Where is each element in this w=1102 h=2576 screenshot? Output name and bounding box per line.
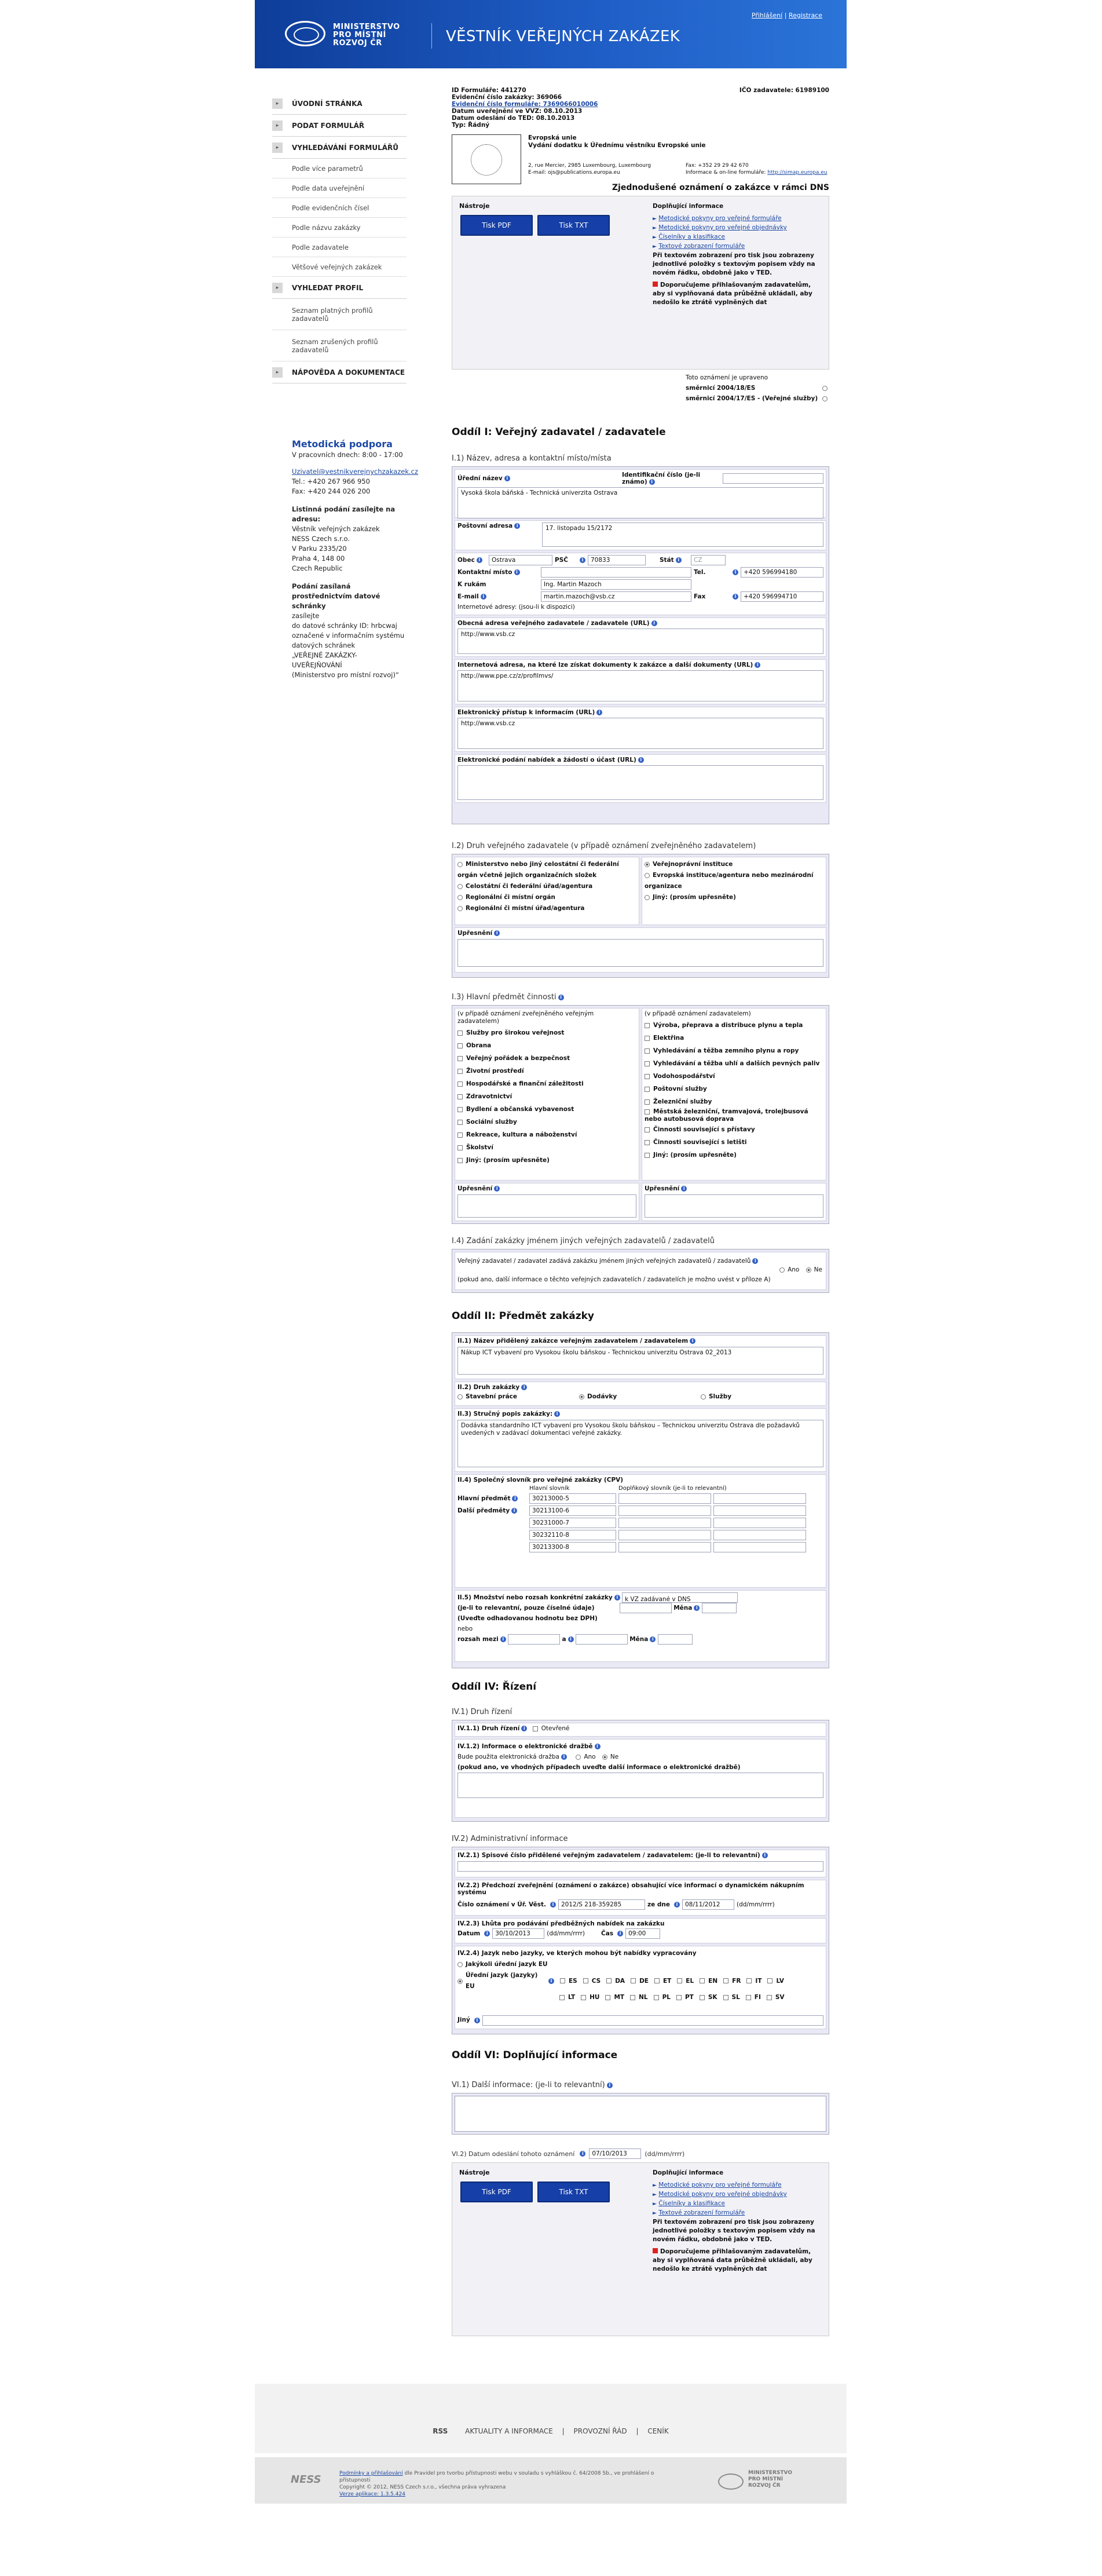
cpv-add-input[interactable] (618, 1493, 711, 1504)
directive-radio-18[interactable] (822, 386, 828, 391)
other-language-input[interactable] (482, 2015, 823, 2026)
form-title: Zjednodušené oznámení o zakázce v rámci DNS (612, 183, 829, 192)
range-to-input[interactable] (576, 1634, 628, 1645)
procedure-panel: IV.1.1) Druh řízení i Otevřené IV.1.2) Informace o elektronické dražbě i Bude použita elektronická dražba i Ano Ne (pokud ano, ve vhodných případech uveďte další informace o elektronické dražbě) (452, 1720, 829, 1822)
methodology-orders-link[interactable]: Metodické pokyny pro veřejné objednávky (658, 224, 787, 231)
cpv-add-input[interactable] (713, 1542, 806, 1552)
admin-panel: IV.2.1) Spisové číslo přidělené veřejným zadavatelem / zadavatelem: (je-li to relevantní) i IV.2.2) Předchozí zveřejnění (oznámení o zakázce) obsahující více informací o dynamickém nákupním systému Číslo oznámení v Úř. Věst. i 2012/S 218-359285 ze dne i 08/11/2012 (dd/mm/rrrr) IV.2.3) Lhůta pro podávání předběžných nabídek na zakázku Datum i 30/10/2013 (dd/mm/rrrr) Čas i 09:00 IV.2.4) Jazyk nebo jazyky, ve kterých mohou být nabídky vypracovány Jakýkoli úřední jazyk EU Úřední jazyk (jazyky) EU i ES CS DA DE ET EL EN FR IT LV LT HU MT NL PL PT SK SL FI SV Jiný i (452, 1847, 829, 2034)
auth-links: Přihlášení | Registrace (751, 12, 822, 19)
main-activity-panel: (v případě oznámení zveřejněného veřejným zadavatelem) Služby pro širokou veřejnost Obrana Veřejný pořádek a bezpečnost Životní prostředí Hospodářské a finanční záležitosti Zdravotnictví Bydlení a občanská vybavenost Sociální služby Rekreace, kultura a náboženství Školství Jiný: (prosím upřesněte) (v případě oznámení zadavatelem) Výroba, přeprava a distribuce plynu a tepla Elektřina Vyhledávání a těžba zemního plynu a ropy Vyhledávání a těžba uhlí a dalších pevných paliv Vodohospodářství Poštovní služby Železniční služby Městská železniční, tramvajová, trolejbusová nebo autobusová doprava Činnosti související s přístavy Činnosti související s letišti Jiný: (prosím upřesněte) Upřesnění i Upřesnění i (452, 1005, 829, 1224)
ministry-name: MINISTERSTVO PRO MÍSTNÍ ROZVOJ ČR (333, 23, 400, 47)
main-content: ID Formuláře: 441270 Evidenční číslo zakázky: 369066 Evidenční číslo formuláře: 7369066010006 Datum uveřejnění ve VVZ: 08.10.2013 Datum odeslání do TED: 08.10.2013 Typ: Řádný IČO zadavatele: 61989100 Evropská unie Vydání dodatku k Úřednímu věstníku Evropské unie 2, rue Mercier, 2985 Luxembourg, Luxembourg E-mail: ojs@publications.europa.eu Fax: +352 29 29 42 670 Informace & on-line formuláře: http://simap.europa.eu Zjednodušené oznámení o zakázce v rámci DNS Nástroje Tisk PDF Tisk TXT Doplňující informace ► Metodické pokyny pro veřejné formuláře ► Metodické pokyny pro veřejné objednávky ► Číselníky a klasifikace ► Textové zobrazení formuláře Při textovém zobrazení pro tisk jsou zobrazeny jednotlivé položky s textovým popisem vždy na novém řádku, obdobně jako v TED. Doporučujeme přihlašovaným zadavatelům, aby si vyplňovaná data průběžně ukládali, aby nedošlo ke ztrátě vyplněných dat Toto oznámení je upraveno směrnicí 2004/18/ES směrnicí 2004/17/ES - (Veřejné služby) Oddíl I: Veřejný zadavatel / zadavatele I.1) Název, adresa a kontaktní místo/místa Úřední název i Identifikační číslo (je-li známo) i Vysoká škola báňská - Technická univerzita Ostrava Poštovní adresa i 17. listopadu 15/2172 Obec i Ostrava PSČ i 70833 Stát i CZ Kontaktní místo i Tel. i +420 596994180 K rukám Ing. Martin Mazoch E-mail i martin.mazoch@vsb.cz Fax i +420 596994710 Internetové adresy: (jsou-li k dispozici) Obecná adresa veřejného zadavatele / zadavatele (URL) i http://www.vsb.cz Internetová adresa, na které lze získat dokumenty k zakázce a další dokumenty (URL) i http://www.ppe.cz/z/profilmvs/ Elektronický přístup k informacím (URL) i http://www.vsb.cz Elektronické podání nabídek a žádostí o účast (URL) i I.2) Druh veřejného zadavatele (v případě oznámení zveřejněného zadavatelem) Ministerstvo nebo jiný celostátní či federální orgán včetně jejich organizačních složek Celostátní či federální úřad/agentura Regionální či místní orgán Regionální či místní úřad/agentura Veřejnoprávní instituce Evropská instituce/agentura nebo mezinárodní organizace Jiný: (prosím upřesněte) Upřesnění i I.3) Hlavní předmět činnosti i (v případě oznámení zveřejněného veřejným zadavatelem) Služby pro širokou veřejnost Obrana Veřejný pořádek a bezpečnost Životní prostředí Hospodářské a finanční záležitosti Zdravotnictví Bydlení a občanská vybavenost Sociální služby Rekreace, kultura a náboženství Školství Jiný: (prosím upřesněte) (v případě oznámení zadavatelem) Výroba, přeprava a distribuce plynu a tepla Elektřina Vyhledávání a těžba zemního plynu a ropy Vyhledávání a těžba uhlí a dalších pevných paliv Vodohospodářství Poštovní služby Železniční služby Městská železniční, tramvajová, trolejbusová nebo autobusová doprava Činnosti související s přístavy Činnosti související s letišti Jiný: (prosím upřesněte) Upřesnění i Upřesnění i I.4) Zadání zakázky jménem jiných veřejných zadavatelů / zadavatelů Veřejný zadavatel / zadavatel zadává zakázku jménem jiných veřejných zadavatelů / zadavatelů i Ano Ne (pokud ano, další informace o těchto veřejných zadavatelích / zadavatelích je možno uvést v příloze A) Oddíl II: Předmět zakázky II.1) Název přidělený zakázce veřejným zadavatelem / zadavatelem i Nákup ICT vybavení pro Vysokou školu báňskou - Technickou univerzitu Ostrava 02_2013 II.2) Druh zakázky i Stavební práce Dodávky Služby II.3) Stručný popis zakázky: i Dodávka standardního ICT vybavení pro Vysokou školu báňskou – Technickou univerzitu Ostrava dle požadavků uvedených v zadávací dokumentaci veřejné zakázky. II.4) Společný slovník pro veřejné zakázky (CPV) Hlavní slovník Doplňkový slovník (je-li to relevantní) Hlavní předmět i 30213000-5 Další předměty i 30213100-6 30231000-7 30232110-8 30213300-8 II.5) Množství nebo rozsah konkrétní zakázky i k VZ zadávané v DNS (je-li to relevantní, pouze číselné údaje) Měna i (Uveďte odhadovanou hodnotu bez DPH) nebo rozsah mezi i a i Měna i Oddíl IV: Řízení IV.1) Druh řízení IV.1.1) Druh řízení i Otevřené IV.1.2) Informace o elektronické dražbě i Bude použita elektronická dražba i Ano Ne (pokud ano, ve vhodných případech uveďte další informace o elektronické dražbě) IV.2) Administrativní informace IV.2.1) Spisové číslo přidělené veřejným zadavatelem / zadavatelem: (je-li to relevantní) i IV.2.2) Předchozí zveřejnění (oznámení o zakázce) obsahující více informací o dynamickém nákupním systému Číslo oznámení v Úř. Věst. i 2012/S 218-359285 ze dne i 08/11/2012 (dd/mm/rrrr) IV.2.3) Lhůta pro podávání předběžných nabídek na zakázku Datum i 30/10/2013 (dd/mm/rrrr) Čas i 09:00 IV.2.4) Jazyk nebo jazyky, ve kterých mohou být nabídky vypracovány Jakýkoli úřední jazyk EU Úřední jazyk (jazyky) EU i ES CS DA DE ET EL EN FR IT LV LT HU MT NL PL PT SK SL FI SV Jiný i Oddíl VI: Doplňující informace VI.1) Další informace: (je-li to relevantní) i VI.2) Datum odeslání tohoto oznámení i 07/10/2013 (dd/mm/rrrr) Nástroje Tisk PDF Tisk TXT Doplňující informace ► Metodické pokyny pro veřejné formuláře ► Metodické pokyny pro veřejné objednávky ► Číselníky a klasifikace ► Textové zobrazení formuláře Při textovém zobrazení pro tisk jsou zobrazeny jednotlivé položky s textovým popisem vždy na novém řádku, obdobně jako v TED. Doporučujeme přihlašovaným zadavatelům, aby si vyplňovaná data průběžně ukládali, aby nedošlo ke ztrátě vyplněných dat (452, 87, 829, 2336)
chevron-right-icon: ▸ (272, 98, 283, 109)
prior-notice-input[interactable]: 2012/S 218-359285 (558, 1899, 645, 1910)
country-select[interactable]: CZ (691, 555, 726, 565)
legal-link[interactable]: Podmínky a přihlašování (339, 2471, 403, 2476)
nav-item-search[interactable]: ▸ VYHLEDÁVÁNÍ FORMULÁŘŮ (272, 137, 407, 159)
text-view-link[interactable]: Textové zobrazení formuláře (658, 2209, 745, 2216)
additional-info-panel (452, 2093, 829, 2135)
page-margin-right (847, 0, 1102, 2576)
codebooks-link[interactable]: Číselníky a klasifikace (658, 2200, 725, 2207)
zip-input[interactable]: 70833 (588, 555, 646, 565)
print-pdf-button[interactable]: Tisk PDF (460, 2182, 533, 2202)
mmr-logo-icon (718, 2473, 744, 2490)
postal-address-input[interactable]: 17. listopadu 15/2172 (542, 522, 823, 547)
support-email-link[interactable]: Uzivatel@vestnikverejnychzakazek.cz (292, 467, 419, 476)
form-meta: ID Formuláře: 441270 Evidenční číslo zakázky: 369066 Evidenční číslo formuláře: 7369066010006 Datum uveřejnění ve VVZ: 08.10.2013 Datum odeslání do TED: 08.10.2013 Typ: Řádný IČO zadavatele: 61989100 (452, 87, 829, 129)
email-input[interactable]: martin.mazoch@vsb.cz (541, 591, 691, 602)
tools-box: Nástroje Tisk PDF Tisk TXT Doplňující informace ► Metodické pokyny pro veřejné formuláře ► Metodické pokyny pro veřejné objednávky ► Číselníky a klasifikace ► Textové zobrazení formuláře Při textovém zobrazení pro tisk jsou zobrazeny jednotlivé položky s textovým popisem vždy na novém řádku, obdobně jako v TED. Doporučujeme přihlašovaným zadavatelům, aby si vyplňovaná data průběžně ukládali, aby nedošlo ke ztrátě vyplněných dat (452, 196, 829, 370)
ico-input[interactable] (723, 473, 823, 484)
nav-item-help[interactable]: ▸ NÁPOVĚDA A DOKUMENTACE (272, 361, 407, 383)
cpv-other-input[interactable]: 30232110-8 (529, 1530, 616, 1540)
support-title: Metodická podpora (292, 439, 393, 450)
chevron-right-icon: ▸ (272, 367, 283, 378)
register-link[interactable]: Registrace (788, 12, 822, 19)
cpv-add-input[interactable] (618, 1542, 711, 1552)
activity-other-input-2[interactable] (645, 1194, 823, 1218)
sidebar-nav (272, 93, 407, 383)
cpv-other-input[interactable]: 30231000-7 (529, 1518, 616, 1528)
page-margin-left (0, 0, 255, 2576)
short-description-input[interactable]: Dodávka standardního ICT vybavení pro Vysokou školu báňskou – Technickou univerzitu Ostrava dle požadavků uvedených v zadávací dokumentaci veřejné zakázky. (457, 1420, 823, 1467)
version-link[interactable]: Verze aplikace: 1.3.5.424 (339, 2491, 405, 2497)
methodology-link[interactable]: Metodické pokyny pro veřejné formuláře (658, 2182, 782, 2188)
site-header (255, 0, 847, 68)
official-name-input[interactable]: Vysoká škola báňská - Technická univerzita Ostrava (457, 487, 823, 518)
cpv-other-input[interactable]: 30213300-8 (529, 1542, 616, 1552)
auction-info-input[interactable] (457, 1773, 823, 1798)
on-behalf-panel: Veřejný zadavatel / zadavatel zadává zakázku jménem jiných veřejných zadavatelů / zadavatelů i Ano Ne (pokud ano, další informace o těchto veřejných zadavatelích / zadavatelích je možno uvést v příloze A) (452, 1249, 829, 1293)
sidebar-subitem[interactable]: Podle data uveřejnění (272, 178, 407, 198)
prior-notice-date[interactable]: 08/11/2012 (682, 1899, 734, 1910)
additional-info-input[interactable] (455, 2096, 826, 2132)
print-pdf-button[interactable]: Tisk PDF (460, 215, 533, 236)
chevron-right-icon: ▸ (272, 142, 283, 153)
value-input[interactable] (620, 1603, 672, 1613)
site-title: VĚSTNÍK VEŘEJNÝCH ZAKÁZEK (446, 28, 680, 45)
url-esubmit-input[interactable] (457, 765, 823, 800)
sidebar-subitem[interactable]: Podle více parametrů (272, 159, 407, 178)
url-access-input[interactable]: http://www.vsb.cz (457, 718, 823, 749)
cpv-add-input[interactable] (618, 1506, 711, 1516)
range-from-input[interactable] (508, 1634, 560, 1645)
support-box: Metodická podpora V pracovních dnech: 8:00 - 17:00 Uzivatel@vestnikverejnychzakazek.cz Tel.: +420 267 966 950 Fax: +420 244 026 200 Listinná podání zasílejte na adresu: Věstník veřejných zakázek NESS Czech s.r.o. V Parku 2335/20 Praha 4, 148 00 Czech Republic Podání zasílaná prostřednictvím datové schránky zasílejte do datové schránky ID: hrbcwaj označené v informačním systému datových schránek „VEŘEJNÉ ZAKÁZKY- UVEŘEJŇOVÁNÍ (Ministerstvo pro místní rozvoj)“ (292, 439, 419, 679)
cpv-add-input[interactable] (713, 1506, 806, 1516)
contact-panel: Úřední název i Identifikační číslo (je-li známo) i Vysoká škola báňská - Technická univerzita Ostrava Poštovní adresa i 17. listopadu 15/2172 Obec i Ostrava PSČ i 70833 Stát i CZ Kontaktní místo i Tel. i +420 596994180 K rukám Ing. Martin Mazoch E-mail i martin.mazoch@vsb.cz Fax i +420 596994710 Internetové adresy: (jsou-li k dispozici) Obecná adresa veřejného zadavatele / zadavatele (URL) i http://www.vsb.cz Internetová adresa, na které lze získat dokumenty k zakázce a další dokumenty (URL) i http://www.ppe.cz/z/profilmvs/ Elektronický přístup k informacím (URL) i http://www.vsb.cz Elektronické podání nabídek a žádostí o účast (URL) i (452, 466, 829, 824)
simap-link[interactable]: http://simap.europa.eu (767, 170, 828, 176)
footer-link-rules[interactable]: PROVOZNÍ ŘÁD (573, 2427, 627, 2435)
nav-item-profile[interactable]: ▸ VYHLEDAT PROFIL (272, 277, 407, 299)
footer-link-prices[interactable]: CENÍK (647, 2427, 669, 2435)
directive-select: Toto oznámení je upraveno směrnicí 2004/18/ES směrnicí 2004/17/ES - (Veřejné služby) (452, 370, 829, 416)
methodology-orders-link[interactable]: Metodické pokyny pro veřejné objednávky (658, 2191, 787, 2198)
footer (255, 2384, 847, 2453)
section-1-title: Oddíl I: Veřejný zadavatel / zadavatele (452, 426, 666, 438)
cpv-add-input[interactable] (618, 1518, 711, 1528)
nav-item-submit[interactable]: ▸ PODAT FORMULÁŘ (272, 115, 407, 137)
cpv-add-input[interactable] (618, 1530, 711, 1540)
url-docs-input[interactable]: http://www.ppe.cz/z/profilmvs/ (457, 670, 823, 701)
sidebar-subitem[interactable]: Seznam zrušených profilů zadavatelů (272, 330, 407, 361)
ministry-logo-icon[interactable] (285, 21, 325, 46)
header-divider (431, 23, 432, 49)
footer-bottom: NESS Podmínky a přihlašování dle Pravidel pro tvorbu přístupnosti webu v souladu s vyhláškou č. 64/2008 Sb., ve prohlášení o přístupnosti Copyright © 2012, NESS Czech s.r.o., všechna práva vyhrazena Verze aplikace: 1.3.5.424 MINISTERSTVO PRO MÍSTNÍ ROZVOJ ČR (255, 2457, 847, 2504)
currency-select[interactable] (702, 1603, 737, 1613)
url-general-input[interactable]: http://www.vsb.cz (457, 629, 823, 654)
nav-item-home[interactable]: ▸ ÚVODNÍ STRÁNKA (272, 93, 407, 115)
phone-input[interactable]: +420 596994180 (741, 567, 823, 578)
chevron-right-icon: ▸ (272, 120, 283, 131)
cpv-main-input[interactable]: 30213000-5 (529, 1493, 616, 1504)
sidebar-subitem[interactable]: Většové veřejných zakázek (272, 257, 407, 277)
section-6-title: Oddíl VI: Doplňující informace (452, 2049, 618, 2061)
activity-other-input[interactable] (457, 1194, 636, 1218)
eu-flag-icon (452, 134, 521, 184)
fax-input[interactable]: +420 596994710 (741, 591, 823, 602)
cpv-other-input[interactable]: 30213100-6 (529, 1506, 616, 1516)
footer-link-news[interactable]: AKTUALITY A INFORMACE (465, 2427, 553, 2435)
city-input[interactable]: Ostrava (489, 555, 552, 565)
section-4-title: Oddíl IV: Řízení (452, 1681, 537, 1693)
range-currency-select[interactable] (658, 1634, 693, 1645)
cpv-add-input[interactable] (713, 1493, 806, 1504)
site-container (255, 0, 847, 2576)
contact-point-input[interactable] (541, 567, 691, 578)
sidebar-subitem[interactable]: Seznam platných profilů zadavatelů (272, 299, 407, 330)
print-txt-button[interactable]: Tisk TXT (537, 215, 610, 236)
ness-logo: NESS (291, 2473, 321, 2486)
directive-radio-17[interactable] (822, 396, 828, 401)
sidebar-subitem[interactable]: Podle evidenčních čísel (272, 198, 407, 218)
dispatch-date-input[interactable]: 07/10/2013 (589, 2149, 641, 2159)
section-2-title: Oddíl II: Předmět zakázky (452, 1310, 594, 1322)
object-panel: II.1) Název přidělený zakázce veřejným zadavatelem / zadavatelem i Nákup ICT vybavení pro Vysokou školu báňskou - Technickou univerzitu Ostrava 02_2013 II.2) Druh zakázky i Stavební práce Dodávky Služby II.3) Stručný popis zakázky: i Dodávka standardního ICT vybavení pro Vysokou školu báňskou – Technickou univerzitu Ostrava dle požadavků uvedených v zadávací dokumentaci veřejné zakázky. II.4) Společný slovník pro veřejné zakázky (CPV) Hlavní slovník Doplňkový slovník (je-li to relevantní) Hlavní předmět i 30213000-5 Další předměty i 30213100-6 30231000-7 30232110-8 30213300-8 II.5) Množství nebo rozsah konkrétní zakázky i k VZ zadávané v DNS (je-li to relevantní, pouze číselné údaje) Měna i (Uveďte odhadovanou hodnotu bez DPH) nebo rozsah mezi i a i Měna i (452, 1332, 829, 1668)
rss-icon[interactable]: RSS (433, 2427, 448, 2435)
deadline-date[interactable]: 30/10/2013 (492, 1928, 544, 1939)
cpv-add-input[interactable] (713, 1530, 806, 1540)
contract-title-input[interactable]: Nákup ICT vybavení pro Vysokou školu báňskou - Technickou univerzitu Ostrava 02_2013 (457, 1347, 823, 1375)
eu-box: Evropská unie Vydání dodatku k Úřednímu věstníku Evropské unie 2, rue Mercier, 2985 Luxembourg, Luxembourg E-mail: ojs@publications.europa.eu Fax: +352 29 29 42 670 Informace & on-line formuláře: http://simap.europa.eu (452, 134, 829, 187)
sidebar-subitem[interactable]: Podle zadavatele (272, 237, 407, 257)
text-view-link[interactable]: Textové zobrazení formuláře (658, 243, 745, 250)
attention-input[interactable]: Ing. Martin Mazoch (541, 579, 691, 590)
quantity-input[interactable]: k VZ zadávané v DNS (622, 1592, 738, 1603)
print-txt-button[interactable]: Tisk TXT (537, 2182, 610, 2202)
login-link[interactable]: Přihlášení (751, 12, 783, 19)
cpv-add-input[interactable] (713, 1518, 806, 1528)
tools-box-bottom: Nástroje Tisk PDF Tisk TXT Doplňující informace ► Metodické pokyny pro veřejné formuláře ► Metodické pokyny pro veřejné objednávky ► Číselníky a klasifikace ► Textové zobrazení formuláře Při textovém zobrazení pro tisk jsou zobrazeny jednotlivé položky s textovým popisem vždy na novém řádku, obdobně jako v TED. Doporučujeme přihlašovaným zadavatelům, aby si vyplňovaná data průběžně ukládali, aby nedošlo ke ztrátě vyplněných dat (452, 2162, 829, 2336)
methodology-link[interactable]: Metodické pokyny pro veřejné formuláře (658, 215, 782, 222)
deadline-time[interactable]: 09:00 (625, 1928, 660, 1939)
codebooks-link[interactable]: Číselníky a klasifikace (658, 233, 725, 240)
sidebar-subitem[interactable]: Podle názvu zakázky (272, 218, 407, 237)
file-number-input[interactable] (457, 1861, 823, 1872)
authority-type-other-input[interactable] (457, 939, 823, 967)
footer-links: RSS AKTUALITY A INFORMACE | PROVOZNÍ ŘÁD | CENÍK (433, 2427, 669, 2435)
chevron-right-icon: ▸ (272, 283, 283, 293)
authority-type-panel: Ministerstvo nebo jiný celostátní či federální orgán včetně jejich organizačních složek Celostátní či federální úřad/agentura Regionální či místní orgán Regionální či místní úřad/agentura Veřejnoprávní instituce Evropská instituce/agentura nebo mezinárodní organizace Jiný: (prosím upřesněte) Upřesnění i (452, 854, 829, 978)
